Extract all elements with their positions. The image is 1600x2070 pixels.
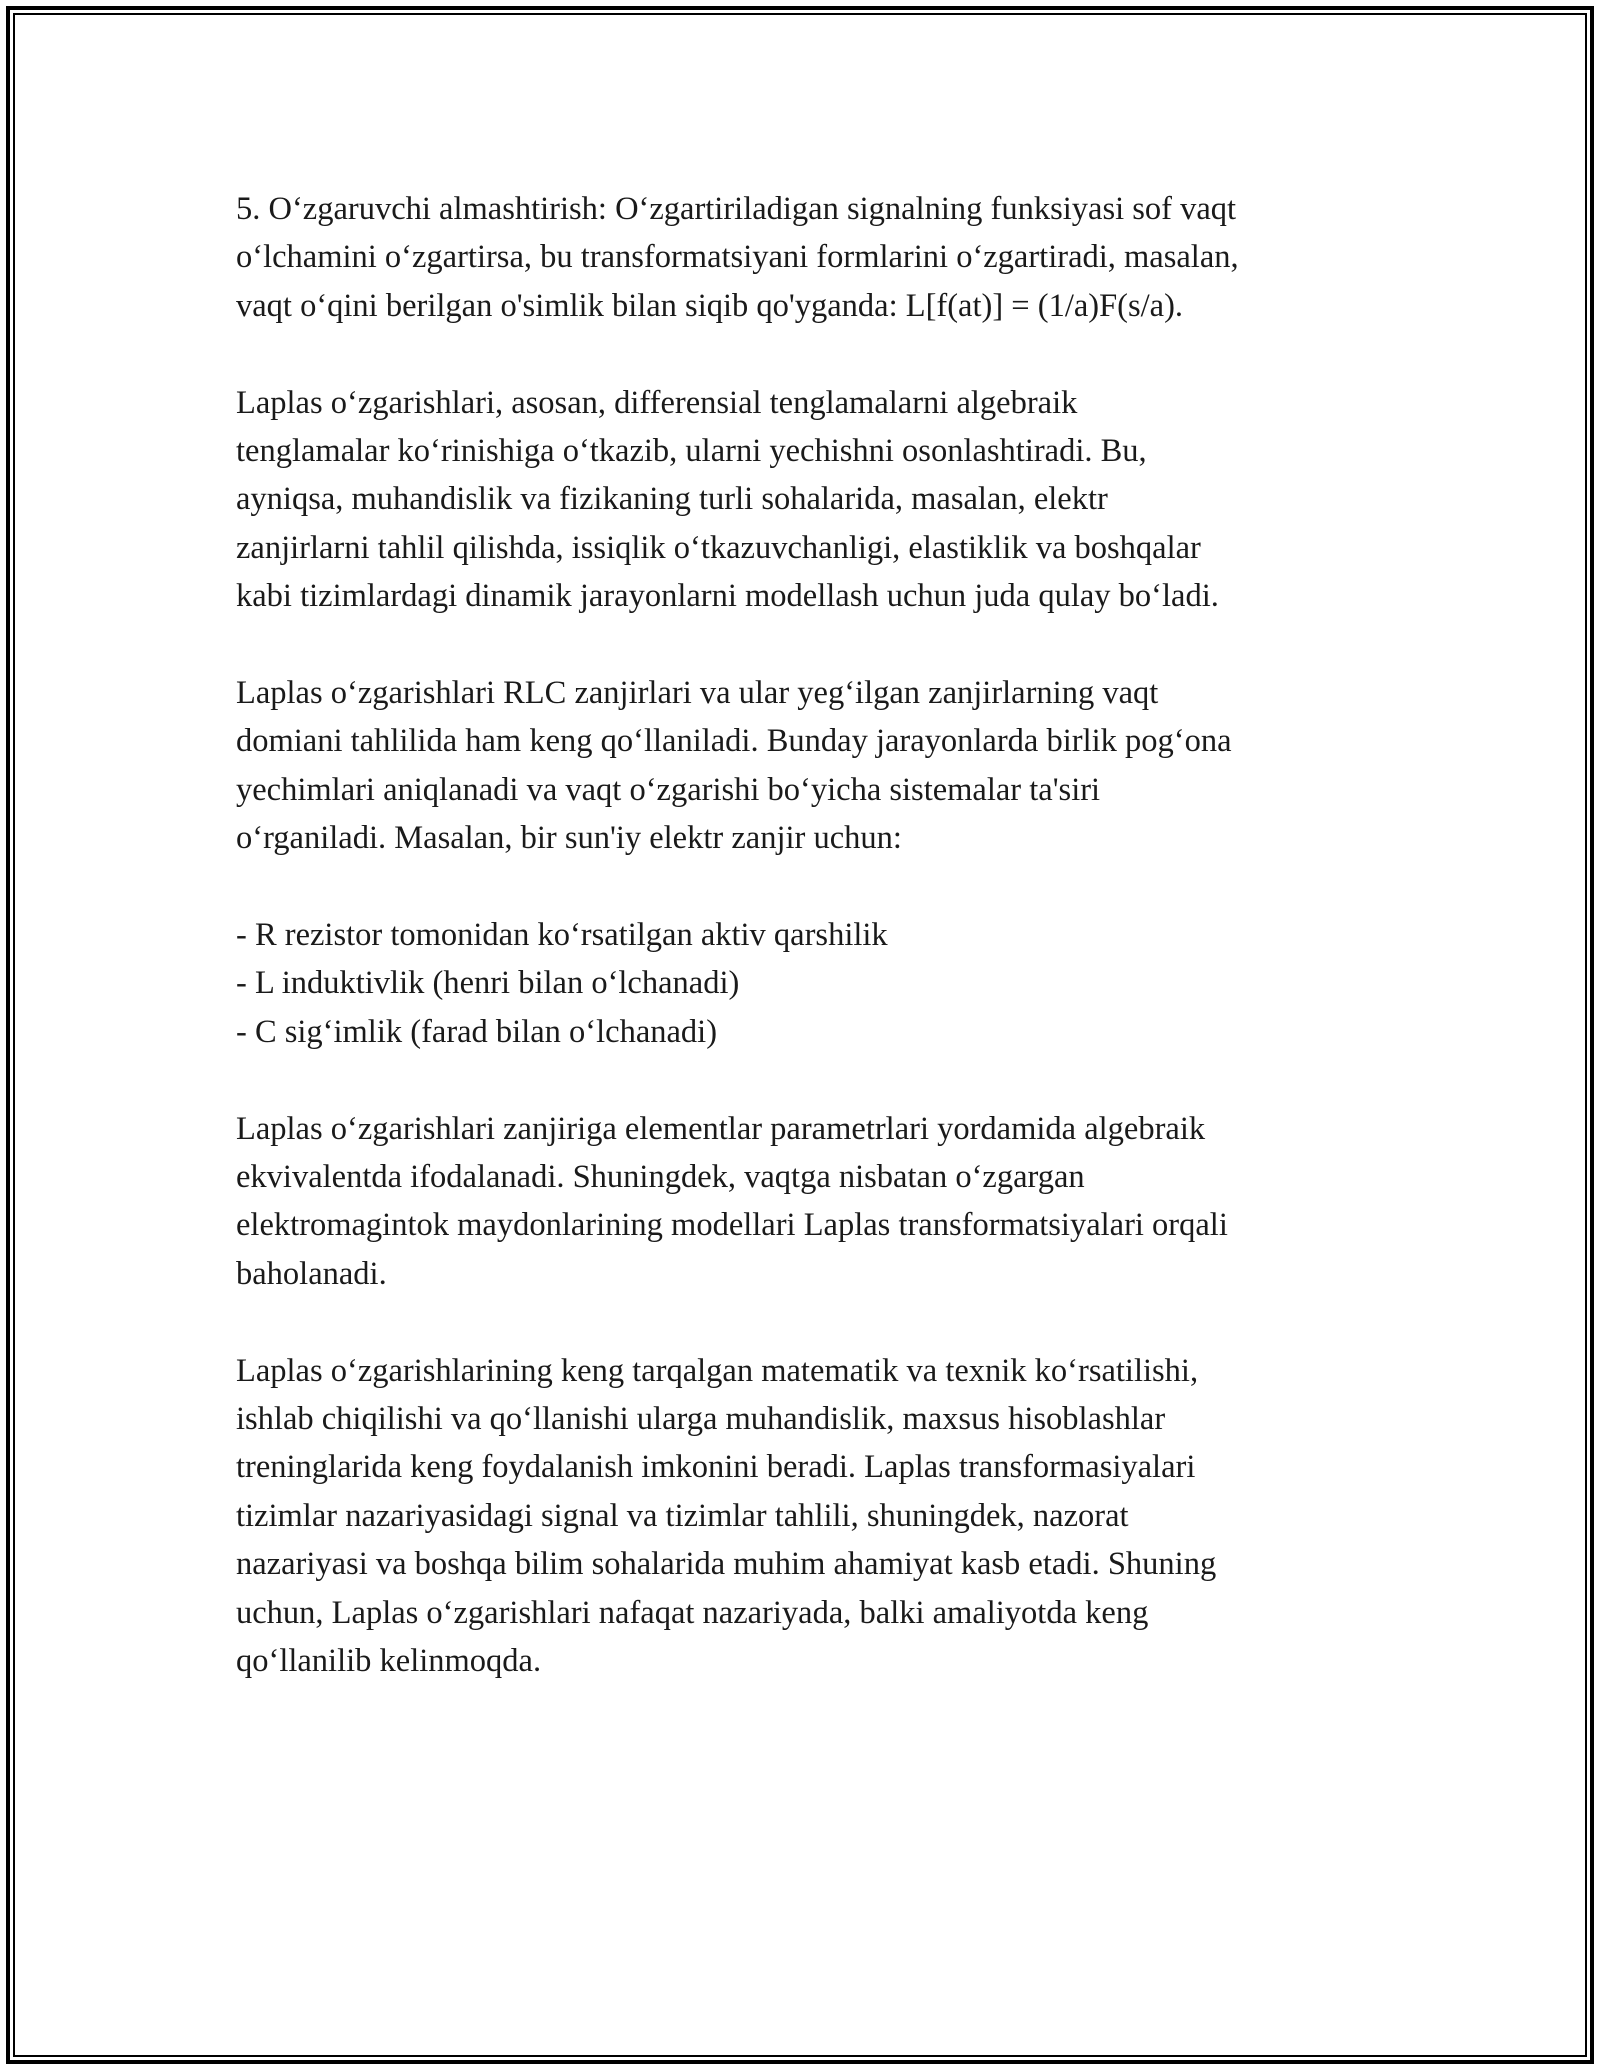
paragraph-variable-substitution: [236, 185, 1386, 330]
text-line: 5. O‘zgaruvchi almashtirish: O‘zgartiriladigan signalning funksiyasi sof vaqt: [236, 191, 1237, 227]
text-line: zanjirlarni tahlil qilishda, issiqlik o‘tkazuvchanligi, elastiklik va boshqalar: [236, 529, 1201, 566]
text-line: vaqt o‘qini berilgan o'simlik bilan siqib qo'yganda: L[f(at)] = (1/a)F(s/a).: [236, 287, 1184, 324]
list-item: - L induktivlik (henri bilan o‘lchanadi): [236, 965, 740, 1002]
text-line: elektromagintok maydonlarining modellari Laplas transformatsiyalari orqali: [236, 1207, 1228, 1244]
document-body: [236, 185, 1386, 1734]
paragraph-laplas-overview: [236, 379, 1386, 621]
text-line: qo‘llanilib kelinmoqda.: [236, 1643, 542, 1680]
text-line: domiani tahlilida ham keng qo‘llaniladi. Bunday jarayonlarda birlik pog‘ona: [236, 723, 1232, 760]
text-line: ishlab chiqilishi va qo‘llanishi ularga muhandislik, maxsus hisoblashlar: [236, 1401, 1166, 1438]
text-line: Laplas o‘zgarishlari zanjiriga elementlar parametrlari yordamida algebraik: [236, 1110, 1206, 1147]
text-line: yechimlari aniqlanadi va vaqt o‘zgarishi bo‘yicha sistemalar ta'siri: [236, 771, 1101, 808]
circuit-elements-list: [236, 911, 1386, 1056]
paragraph-algebraic-equivalent: [236, 1105, 1386, 1299]
text-line: tenglamalar ko‘rinishiga o‘tkazib, ularni yechishni osonlashtiradi. Bu,: [236, 433, 1147, 470]
text-line: tizimlar nazariyasidagi signal va tizimlar tahlili, shuningdek, nazorat: [236, 1497, 1129, 1534]
paragraph-rlc-circuits: [236, 669, 1386, 863]
paragraph-conclusion: [236, 1347, 1386, 1686]
text-line: kabi tizimlardagi dinamik jarayonlarni modellash uchun juda qulay bo‘ladi.: [236, 578, 1219, 615]
text-line: treninglarida keng foydalanish imkonini beradi. Laplas transformasiyalari: [236, 1449, 1196, 1486]
text-line: ekvivalentda ifodalanadi. Shuningdek, vaqtga nisbatan o‘zgargan: [236, 1159, 1085, 1196]
list-item: - R rezistor tomonidan ko‘rsatilgan aktiv qarshilik: [236, 917, 888, 954]
text-line: Laplas o‘zgarishlari, asosan, differensial tenglamalarni algebraik: [236, 384, 1078, 421]
text-line: o‘rganiladi. Masalan, bir sun'iy elektr zanjir uchun:: [236, 820, 902, 857]
list-item: - C sig‘imlik (farad bilan o‘lchanadi): [236, 1013, 718, 1050]
text-line: uchun, Laplas o‘zgarishlari nafaqat nazariyada, balki amaliyotda keng: [236, 1594, 1149, 1631]
text-line: baholanadi.: [236, 1255, 387, 1292]
text-line: o‘lchamini o‘zgartirsa, bu transformatsiyani formlarini o‘zgartiradi, masalan,: [236, 239, 1239, 276]
text-line: ayniqsa, muhandislik va fizikaning turli sohalarida, masalan, elektr: [236, 481, 1108, 518]
text-line: Laplas o‘zgarishlari RLC zanjirlari va ular yeg‘ilgan zanjirlarning vaqt: [236, 675, 1159, 712]
text-line: Laplas o‘zgarishlarining keng tarqalgan matematik va texnik ko‘rsatilishi,: [236, 1352, 1199, 1389]
text-line: nazariyasi va boshqa bilim sohalarida muhim ahamiyat kasb etadi. Shuning: [236, 1546, 1217, 1583]
